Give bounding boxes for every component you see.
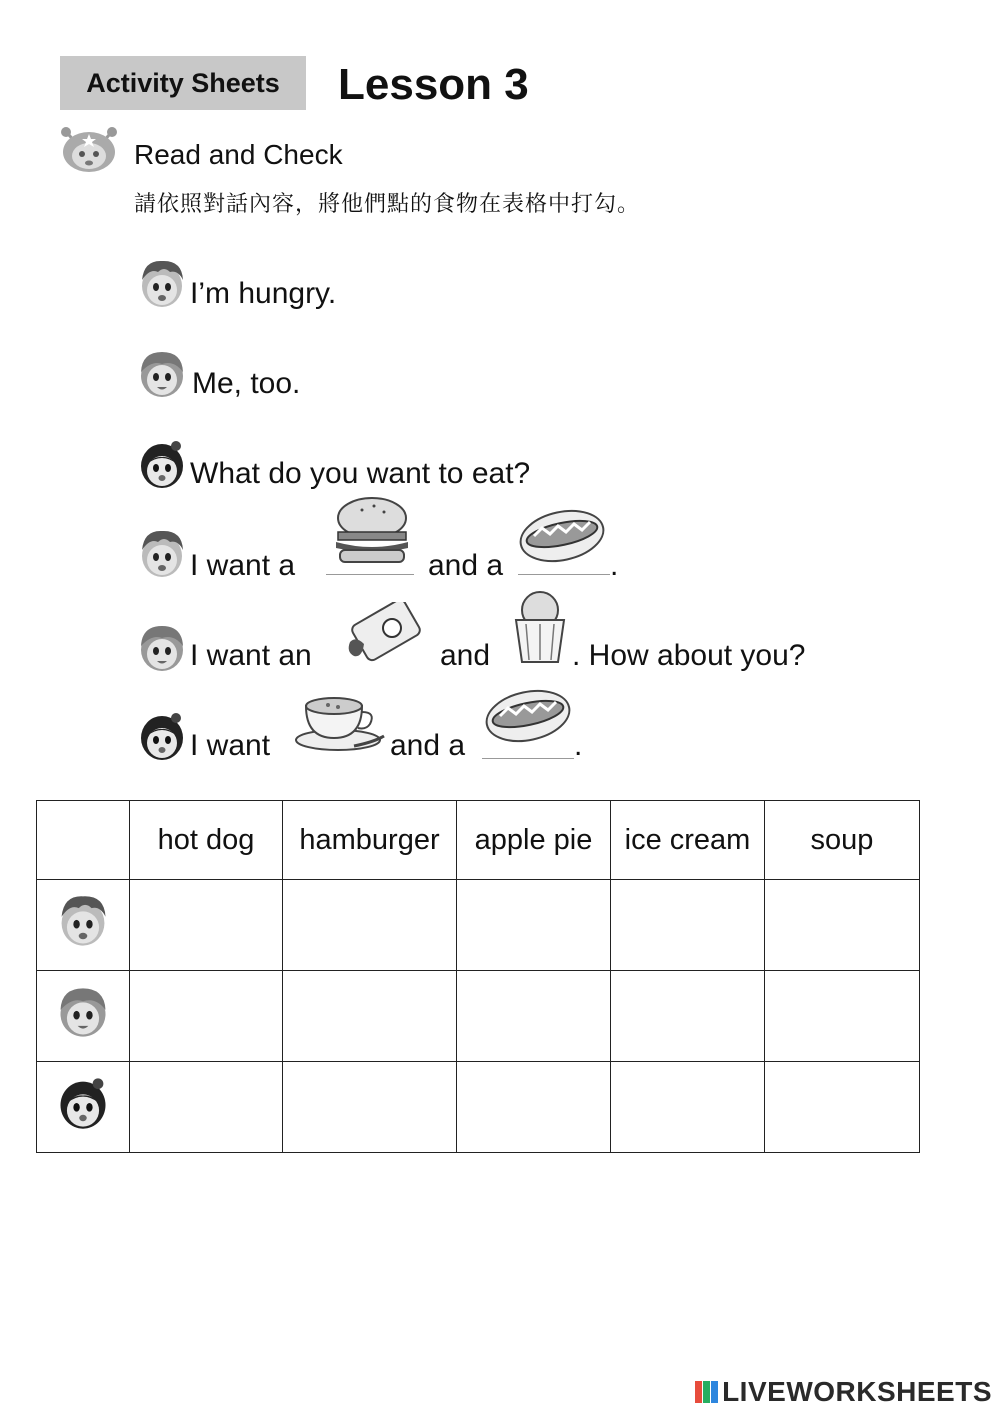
apple-pie-icon	[342, 602, 434, 672]
dialogue-text: What do you want to eat?	[190, 457, 531, 490]
table-row-boy	[37, 880, 920, 971]
page-title: Lesson 3	[338, 60, 529, 109]
row-speaker-cell	[37, 880, 130, 971]
check-cell[interactable]	[765, 880, 920, 971]
dialogue-line-6	[138, 680, 998, 780]
girl-black-hair-avatar-icon	[138, 436, 186, 492]
table-row-girl-short-hair	[37, 971, 920, 1062]
boy-avatar-icon	[138, 256, 186, 312]
dialogue-text: I want	[190, 729, 271, 762]
badge-label: Activity Sheets	[86, 67, 280, 98]
check-cell[interactable]	[130, 971, 283, 1062]
girl-short-hair-avatar-icon	[57, 982, 109, 1042]
hamburger-icon	[328, 496, 416, 564]
check-cell[interactable]	[283, 971, 457, 1062]
food-check-table	[36, 800, 920, 1153]
check-cell[interactable]	[611, 971, 765, 1062]
dialogue-text: I’m hungry.	[190, 277, 337, 310]
check-cell[interactable]	[130, 1062, 283, 1153]
check-cell[interactable]	[457, 1062, 611, 1153]
boy-avatar-icon	[138, 526, 186, 582]
check-cell[interactable]	[457, 880, 611, 971]
soup-icon	[294, 684, 386, 758]
column-header-soup: soup	[765, 801, 920, 880]
girl-black-hair-avatar-icon	[138, 708, 186, 764]
check-cell[interactable]	[765, 1062, 920, 1153]
hot-dog-icon	[516, 500, 610, 570]
row-speaker-cell	[37, 1062, 130, 1153]
dialogue-text: I want a	[190, 549, 296, 582]
dialogue-text: Me, too.	[192, 367, 301, 400]
girl-black-hair-avatar-icon	[57, 1073, 109, 1133]
answer-blank	[482, 758, 574, 759]
check-cell[interactable]	[611, 880, 765, 971]
check-cell[interactable]	[765, 971, 920, 1062]
dialogue-line-2	[138, 346, 998, 416]
activity-sheets-badge	[60, 56, 306, 110]
dialogue-line-5	[138, 590, 998, 690]
section-title: Read and Check	[134, 139, 343, 170]
dialogue-text: and a	[428, 549, 504, 582]
dialogue-text: I want an	[190, 639, 312, 672]
check-cell[interactable]	[611, 1062, 765, 1153]
girl-short-hair-avatar-icon	[138, 620, 186, 676]
answer-blank	[518, 574, 610, 575]
check-cell[interactable]	[457, 971, 611, 1062]
dialogue-line-4	[138, 496, 998, 596]
column-header-ice-cream: ice cream	[611, 801, 765, 880]
dialogue-text: .	[574, 729, 583, 762]
dialogue-text: and	[440, 639, 491, 672]
girl-short-hair-avatar-icon	[138, 346, 186, 402]
instruction-text: 請依照對話內容，將他們點的食物在表格中打勾。	[134, 192, 641, 217]
hot-dog-icon	[482, 680, 576, 750]
column-header-apple-pie: apple pie	[457, 801, 611, 880]
footer-brand: LIVEWORKSHEETS	[722, 1376, 992, 1407]
boy-avatar-icon	[57, 891, 109, 951]
liveworksheets-logo	[694, 1377, 992, 1407]
column-header-hot-dog: hot dog	[130, 801, 283, 880]
robot-icon	[58, 124, 120, 176]
dialogue-text: . How about you?	[572, 639, 806, 672]
row-speaker-cell	[37, 971, 130, 1062]
check-cell[interactable]	[130, 880, 283, 971]
table-header-row	[37, 801, 920, 880]
ice-cream-icon	[502, 590, 578, 668]
dialogue-text: and a	[390, 729, 466, 762]
table-row-girl-black-hair	[37, 1062, 920, 1153]
column-header-hamburger: hamburger	[283, 801, 457, 880]
check-cell[interactable]	[283, 880, 457, 971]
check-cell[interactable]	[283, 1062, 457, 1153]
dialogue-text: .	[610, 549, 619, 582]
dialogue-line-1	[138, 256, 998, 326]
table-corner-cell	[37, 801, 130, 880]
answer-blank	[326, 574, 414, 575]
liveworksheets-logo-icon	[694, 1379, 720, 1405]
